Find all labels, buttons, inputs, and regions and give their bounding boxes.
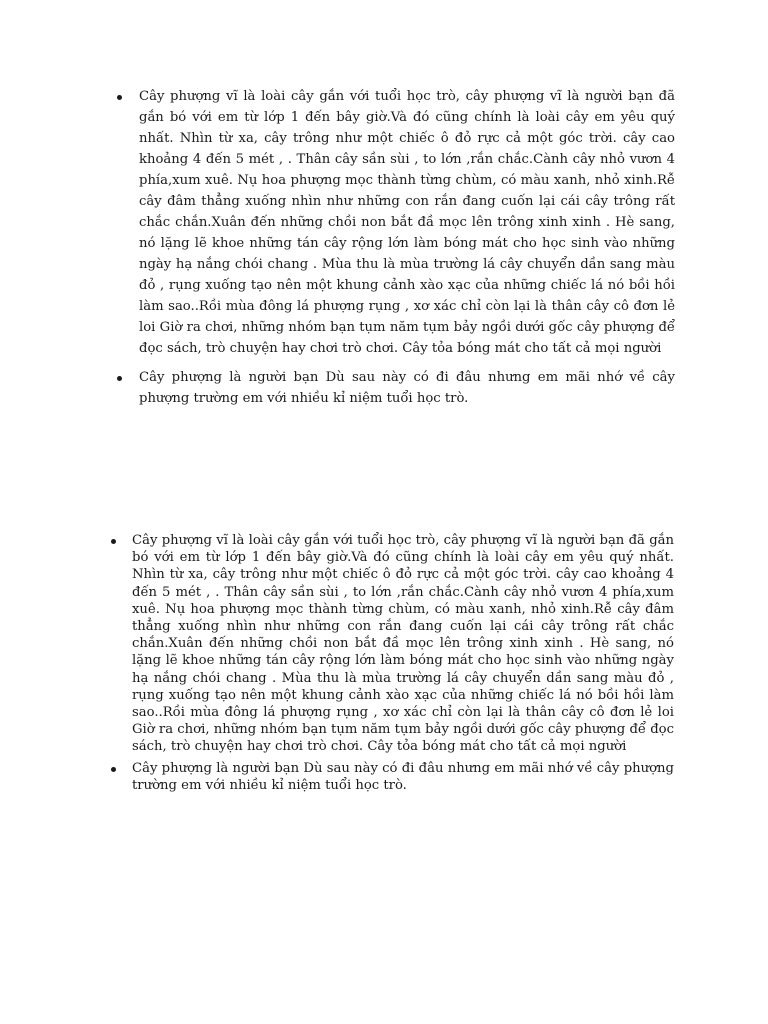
paragraph-text: Cây phượng vĩ là loài cây gắn với tuổi học trò, cây phượng vĩ là người bạn đã gắn bó với em từ lớp 1 đến bây giờ.Và đó cũng chính là loài cây em yêu quý nhất. Nhìn từ xa, cây trông như một chiếc ô đỏ rực cả một góc trời. cây cao khoảng 4 đến 5 mét , . Thân cây sần sùi , to lớn ,rắn chắc.Cành cây nhỏ vươn 4 phía,xum xuê. Nụ hoa phượng mọc thành từng chùm, có màu xanh, nhỏ xinh.Rễ cây đâm thẳng xuống nhìn như những con rắn đang cuốn lại cái cây trông rất chắc chắn.Xuân đến những chồi non bắt đầ mọc lên trông xinh xinh . Hè sang, nó lặng lẽ khoe những tán cây rộng lớn làm bóng mát cho học sinh vào những ngày hạ nắng chói chang . Mùa thu là mùa trường lá cây chuyển dần sang màu đỏ , rụng xuống tạo nên một khung cảnh xào xạc của những chiếc lá nó bồi hồi làm sao..Rồi mùa đông lá phượng rụng , xơ xác chỉ còn lại là thân cây cô đơn lẻ loi Giờ ra chơi, những nhóm bạn tụm năm tụm bảy ngồi dưới gốc cây phượng để đọc sách, trò chuyện hay chơi trò chơi. Cây tỏa bóng mát cho tất cả mọi người <box>132 533 674 755</box>
list-item <box>113 86 675 359</box>
paragraph-text: Cây phượng là người bạn Dù sau này có đi đâu nhưng em mãi nhớ về cây phượng trường em với nhiều kỉ niệm tuổi học trò. <box>132 760 674 793</box>
bullet-icon <box>111 767 116 772</box>
list-item <box>108 532 674 756</box>
paragraph-text: Cây phượng vĩ là loài cây gắn với tuổi học trò, cây phượng vĩ là người bạn đã gắn bó với em từ lớp 1 đến bây giờ.Và đó cũng chính là loài cây em yêu quý nhất. Nhìn từ xa, cây trông như một chiếc ô đỏ rực cả một góc trời. cây cao khoảng 4 đến 5 mét , . Thân cây sần sùi , to lớn ,rắn chắc.Cành cây nhỏ vươn 4 phía,xum xuê. Nụ hoa phượng mọc thành từng chùm, có màu xanh, nhỏ xinh.Rễ cây đâm thẳng xuống nhìn như những con rắn đang cuốn lại cái cây trông rất chắc chắn.Xuân đến những chồi non bắt đầ mọc lên trông xinh xinh . Hè sang, nó lặng lẽ khoe những tán cây rộng lớn làm bóng mát cho học sinh vào những ngày hạ nắng chói chang . Mùa thu là mùa trường lá cây chuyển dần sang màu đỏ , rụng xuống tạo nên một khung cảnh xào xạc của những chiếc lá nó bồi hồi làm sao..Rồi mùa đông lá phượng rụng , xơ xác chỉ còn lại là thân cây cô đơn lẻ loi Giờ ra chơi, những nhóm bạn tụm năm tụm bảy ngồi dưới gốc cây phượng để đọc sách, trò chuyện hay chơi trò chơi. Cây tỏa bóng mát cho tất cả mọi người <box>139 89 675 356</box>
paragraph-text: Cây phượng là người bạn Dù sau này có đi đâu nhưng em mãi nhớ về cây phượng trường em với nhiều kỉ niệm tuổi học trò. <box>139 370 675 406</box>
bullet-list-second <box>108 532 674 794</box>
bullet-icon <box>117 376 122 381</box>
bullet-icon <box>117 95 122 100</box>
bullet-icon <box>111 539 116 544</box>
list-item <box>113 367 675 409</box>
list-item <box>108 760 674 794</box>
bullet-list-first <box>113 86 675 409</box>
